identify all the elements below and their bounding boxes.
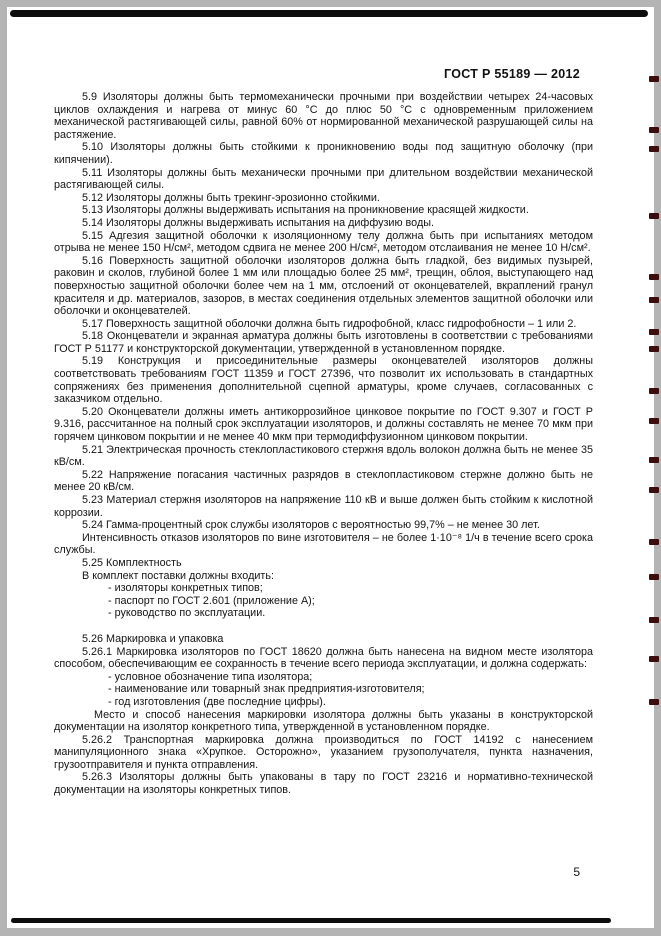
scan-artifact-margin-mark [649,346,659,352]
paragraph-5-14: 5.14 Изоляторы должны выдерживать испытания на диффузию воды. [82,216,435,229]
scan-artifact-margin-mark [649,699,659,705]
scan-artifact-margin-mark [649,127,659,133]
list-item-manufacturer: - наименование или товарный знак предприятия-изготовителя; [108,683,425,696]
paragraph-5-24-failure-rate: Интенсивность отказов изоляторов по вине изготовителя – не более 1·10⁻⁸ 1/ч в течение всего срока службы. [54,531,593,557]
paragraph-5-24: 5.24 Гамма-процентный срок службы изоляторов с вероятностью 99,7% – не менее 30 лет. [82,519,540,532]
scan-artifact-margin-mark [649,274,659,280]
paragraph-5-26-heading: 5.26 Маркировка и упаковка [82,632,224,645]
document-page [7,7,654,928]
list-item-insulators: - изоляторы конкретных типов; [108,582,263,595]
paragraph-5-10: 5.10 Изоляторы должны быть стойкими к проникновению воды под защитную оболочку (при кипячении). [54,141,593,166]
scan-artifact-margin-mark [649,146,659,152]
paragraph-5-21: 5.21 Электрическая прочность стеклопластикового стержня вдоль волокон должна быть не менее 35 кВ/см. [54,443,593,469]
scan-artifact-margin-mark [649,388,659,394]
paragraph-5-26-1: 5.26.1 Маркировка изоляторов по ГОСТ 18620 должна быть нанесена на видном месте изолятора способом, обеспечивающим ее сохранность в течение всего периода эксплуатации, и должна содержать: [54,645,593,671]
paragraph-5-15: 5.15 Адгезия защитной оболочки к изоляционному телу должна быть при испытаниях методом отрыва не менее 150 Н/см², методом сдвига не менее 200 Н/см², методом отслаивания не менее 10 Н/см². [54,229,593,255]
scan-artifact-margin-mark [649,297,659,303]
paragraph-5-26-1-place: Место и способ нанесения маркировки изолятора должны быть указаны в конструкторской документации на изолятор конкретного типа, утвержденной в установленном порядке. [54,708,593,734]
scan-artifact-margin-mark [649,487,659,493]
scan-artifact-top-bar [10,10,648,17]
doc-number-header: ГОСТ Р 55189 — 2012 [444,67,580,81]
scan-artifact-margin-mark [649,329,659,335]
scan-artifact-margin-mark [649,574,659,580]
paragraph-5-25-heading: 5.25 Комплектность [82,556,182,569]
paragraph-5-18: 5.18 Оконцеватели и экранная арматура должны быть изготовлены в соответствии с требованиями ГОСТ Р 51177 и конструкторской документации, утвержденной в установленном порядке. [54,330,593,355]
scan-artifact-margin-mark [649,617,659,623]
list-item-type-designation: - условное обозначение типа изолятора; [108,670,313,683]
list-item-year: - год изготовления (две последние цифры). [108,695,326,708]
list-item-manual: - руководство по эксплуатации. [108,607,266,620]
paragraph-5-26-3: 5.26.3 Изоляторы должны быть упакованы в тару по ГОСТ 23216 и нормативно-технической документации на изоляторы конкретных типов. [54,771,593,797]
doc-body [54,91,593,797]
paragraph-5-22: 5.22 Напряжение погасания частичных разрядов в стеклопластиковом стержне должно быть не менее 20 кВ/см. [54,468,593,494]
scan-artifact-margin-mark [649,76,659,82]
scan-artifact-margin-mark [649,213,659,219]
scan-artifact-margin-mark [649,656,659,662]
scan-artifact-margin-mark [649,418,659,424]
paragraph-5-23: 5.23 Материал стержня изоляторов на напряжение 110 кВ и выше должен быть стойким к кислотной коррозии. [54,494,593,519]
scan-artifact-margin-mark [649,539,659,545]
page-number: 5 [573,865,580,879]
paragraph-5-12: 5.12 Изоляторы должны быть трекинг-эрозионно стойкими. [82,191,380,204]
paragraph-5-16: 5.16 Поверхность защитной оболочки изоляторов должна быть гладкой, без видимых пузырей, раковин и сколов, глубиной более 1 мм или площадью более 25 мм², трещин, облоя, выступающего над поверхностью защитной оболочки более чем на 1 мм, отслоений от оконцевателей, вкраплений гранул красителя и др. материалов, зазоров, в местах соединения отдельных элементов защитной оболочки или оболочки и оконцевателей. [54,254,593,318]
scan-artifact-bottom-bar [11,918,611,923]
paragraph-5-26-2: 5.26.2 Транспортная маркировка должна производиться по ГОСТ 14192 с нанесением манипуляционного знака «Хрупкое. Осторожно», указанием грузополучателя, пункта назначения, грузоотправителя и пункта отправления. [54,733,593,771]
scan-artifact-margin-mark [649,457,659,463]
paragraph-5-25-intro: В комплект поставки должны входить: [82,569,274,582]
paragraph-5-11: 5.11 Изоляторы должны быть механически прочными при длительном воздействии механической растягивающей силы. [54,166,593,192]
paragraph-5-13: 5.13 Изоляторы должны выдерживать испытания на проникновение красящей жидкости. [82,204,529,217]
paragraph-5-19: 5.19 Конструкция и присоединительные размеры оконцевателей изоляторов должны соответствовать требованиям ГОСТ 11359 и ГОСТ 27396, что позволит их использовать в стандартных сопряжениях без применения дополнительной сцепной арматуры, кроме случаев, согласованных с заказчиком отдельно. [54,355,593,406]
paragraph-5-9: 5.9 Изоляторы должны быть термомеханически прочными при воздействии четырех 24-часовых циклов охлаждения и нагрева от минус 60 °С до плюс 50 °С с одновременным приложением механической растягивающей силы, равной 60% от нормированной механической разрушающей силы на растяжение. [54,91,593,141]
paragraph-5-17: 5.17 Поверхность защитной оболочки должна быть гидрофобной, класс гидрофобности – 1 или 2. [82,317,577,330]
list-item-passport: - паспорт по ГОСТ 2.601 (приложение А); [108,594,315,607]
paragraph-5-20: 5.20 Оконцеватели должны иметь антикоррозийное цинковое покрытие по ГОСТ 9.307 и ГОСТ Р 9.316, рассчитанное на полный срок эксплуатации изоляторов, и должны составлять не менее 70 мкм при горячем цинковом покрытии и не менее 40 мкм при термодиффузионном цинковом покрытии. [54,405,593,444]
